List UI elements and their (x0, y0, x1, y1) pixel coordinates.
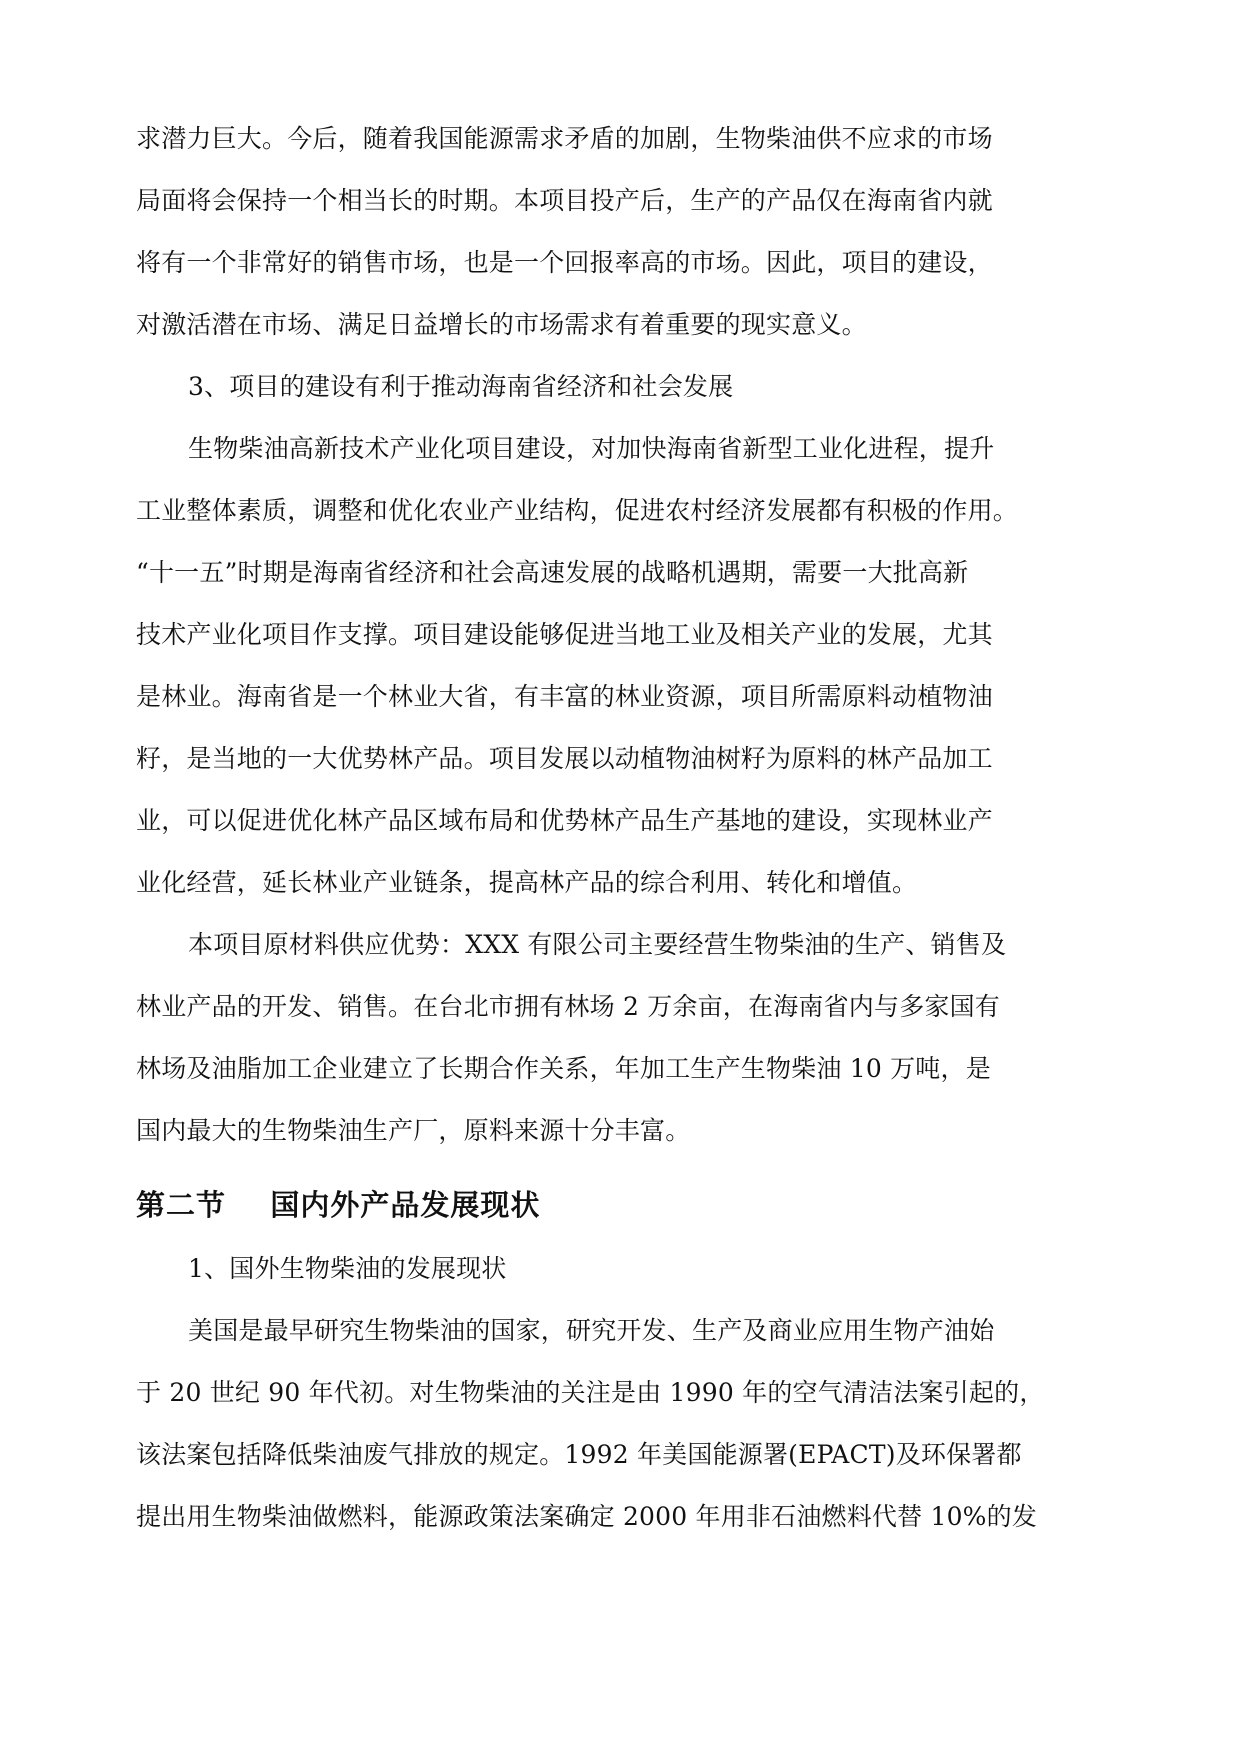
numbered-subheading: 3、项目的建设有利于推动海南省经济和社会发展 (188, 372, 734, 401)
text-line: 对激活潜在市场、满足日益增长的市场需求有着重要的现实意义。 (136, 310, 867, 339)
paragraph-start-line: 生物柴油高新技术产业化项目建设，对加快海南省新型工业化进程，提升 (188, 434, 995, 463)
numbered-subheading: 1、国外生物柴油的发展现状 (188, 1254, 507, 1283)
text-line: 工业整体素质，调整和优化农业产业结构，促进农村经济发展都有积极的作用。 (136, 496, 1019, 525)
paragraph-start-line: 本项目原材料供应优势：XXX 有限公司主要经营生物柴油的生产、销售及 (188, 930, 1007, 959)
text-line: 国内最大的生物柴油生产厂，原料来源十分丰富。 (136, 1116, 691, 1145)
text-line: 将有一个非常好的销售市场，也是一个回报率高的市场。因此，项目的建设， (136, 248, 993, 277)
text-line: 于 20 世纪 90 年代初。对生物柴油的关注是由 1990 年的空气清洁法案引起的， (136, 1378, 1045, 1407)
text-line: 林业产品的开发、销售。在台北市拥有林场 2 万余亩，在海南省内与多家国有 (136, 992, 1001, 1021)
text-line: 该法案包括降低柴油废气排放的规定。1992 年美国能源署(EPACT)及环保署都 (136, 1440, 1022, 1469)
text-line: 局面将会保持一个相当长的时期。本项目投产后，生产的产品仅在海南省内就 (136, 186, 993, 215)
text-line: “十一五”时期是海南省经济和社会高速发展的战略机遇期，需要一大批高新 (136, 558, 969, 587)
paragraph-start-line: 美国是最早研究生物柴油的国家，研究开发、生产及商业应用生物产油始 (188, 1316, 995, 1345)
text-line: 技术产业化项目作支撑。项目建设能够促进当地工业及相关产业的发展，尤其 (136, 620, 993, 649)
section-heading: 第二节 国内外产品发展现状 (136, 1188, 541, 1222)
text-line: 业，可以促进优化林产品区域布局和优势林产品生产基地的建设，实现林业产 (136, 806, 993, 835)
text-line: 业化经营，延长林业产业链条，提高林产品的综合利用、转化和增值。 (136, 868, 918, 897)
text-line: 籽，是当地的一大优势林产品。项目发展以动植物油树籽为原料的林产品加工 (136, 744, 993, 773)
text-line: 求潜力巨大。今后，随着我国能源需求矛盾的加剧，生物柴油供不应求的市场 (136, 124, 993, 153)
text-line: 提出用生物柴油做燃料，能源政策法案确定 2000 年用非石油燃料代替 10%的发 (136, 1502, 1038, 1531)
text-line: 是林业。海南省是一个林业大省，有丰富的林业资源，项目所需原料动植物油 (136, 682, 993, 711)
text-line: 林场及油脂加工企业建立了长期合作关系，年加工生产生物柴油 10 万吨，是 (136, 1054, 991, 1083)
